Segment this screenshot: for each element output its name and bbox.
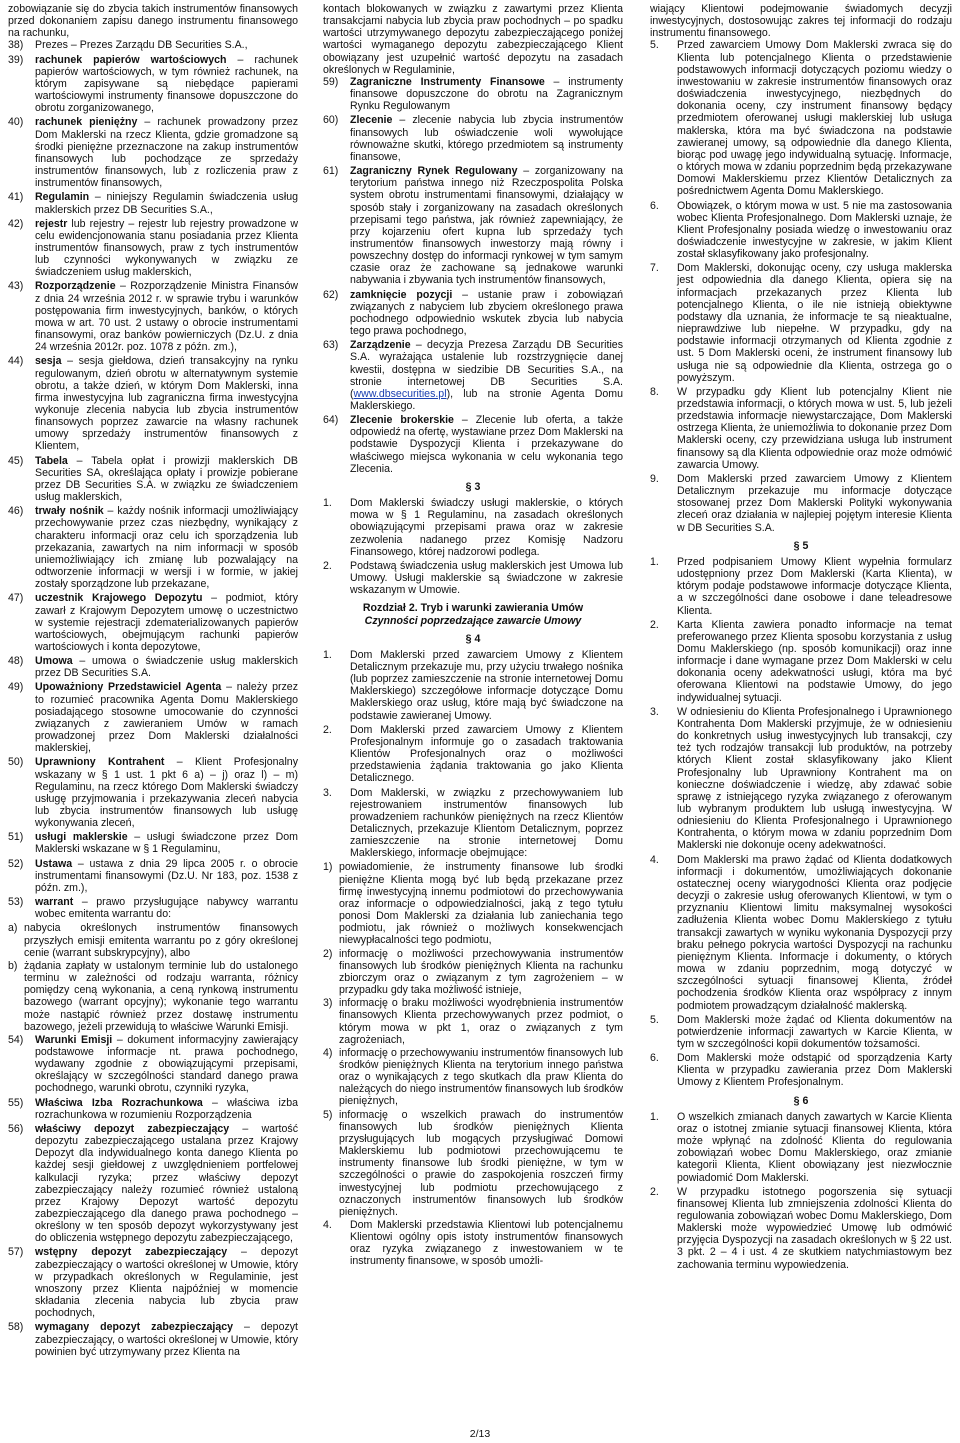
paragraph: kontach blokowanych w związku z zawartymi przez Klienta transakcjami nabycia lub zbycia praw pochodnych – po spadku wartości utrzymywanego depozytu zabezpieczającego poniżej wartości wymaganego depozytu zabezpieczającego Klient obowiązany jest uzupełnić wartość depozytu na zasadach określonych w Regulaminie, (323, 3, 623, 76)
section-heading: § 4 (465, 632, 481, 645)
defined-term: właściwy depozyt zabezpieczający (35, 1122, 230, 1135)
item-text: – instrumenty finansowe dopuszczone do obrotu na Zagranicznym Rynku Regulowanym (350, 75, 623, 113)
item-text: Dom Maklerski ma prawo żądać od Klienta dodatkowych informacji i dokumentów, umożliwiających dokonanie ostatecznej oceny wiarygodności Klienta oraz podjęcie decyzji o zakresie usług oferowanych Klientowi, w tym o przyznaniu Klientowi limitu maksymalnej wysokości zadłużenia Klienta wobec Domu Maklerskiego z tytułu transakcji zawartych w wyniku wykonania Dyspozycji przy braku pełnego pokrycia wartości Dyspozycji na rachunku pieniężnym Klienta. Informacje i dokumenty, o których mowa w zdaniu poprzednim, mogą dotyczyć w szczególności sytuacji finansowej Klienta, źródeł pochodzenia środków Klienta oraz współpracy z innym podmiotem prowadzącym działalność maklerską. (677, 853, 952, 1012)
numbered-item (8, 858, 298, 894)
item-number: 58) (8, 1321, 24, 1334)
item-number: 48) (8, 655, 24, 668)
item-number: 63) (323, 339, 339, 352)
item-number: 2) (323, 947, 333, 960)
numbered-item (8, 831, 298, 855)
item-text: W odniesieniu do Klienta Profesjonalnego i Uprawnionego Kontrahenta Dom Maklerski przyjmuje, że w odniesieniu do konkretnych usług inwestycyjnych lub transakcji, czy też tych rodzajów transakcji lub produktów, na potrzeby których Klient został sklasyfikowany jako Klient Profesjonalny lub Uprawniony Kontrahent ma on konieczne doświadczenie i wiedzę, aby zdawać sobie sprawę z istniejącego ryzyka związanego z oferowanym lub wybranym produktem lub usługą inwestycyjną. W odniesieniu do Klienta Profesjonalnego i Uprawnionego Kontrahenta, o którym mowa w zdaniu poprzednim Dom Maklerski nie dokonuje oceny adekwatności. (677, 705, 952, 852)
item-text: – właściwa izba rozrachunkowa w rozumieniu Rozporządzenia (35, 1096, 298, 1121)
defined-term: Upoważniony Przedstawiciel Agenta (35, 681, 222, 694)
item-number: 1. (650, 555, 659, 568)
website-link[interactable]: www.dbsecurities.pl (353, 387, 447, 400)
item-number: 42) (8, 217, 24, 230)
item-text: – rachunek papierów wartościowych, w tym również rachunek, na którym zapisywane są niebędące papierami wartościowymi instrumenty finansowe dopuszczone do obrotu zorganizowanego, (35, 53, 298, 115)
item-number: 2. (650, 1185, 659, 1198)
numbered-item (323, 724, 623, 785)
item-number: 56) (8, 1122, 24, 1135)
item-number: 44) (8, 355, 24, 368)
item-text: – ustanie praw i zobowiązań związanych z nabyciem lub zbyciem określonego prawa pochodnego odpowiednio wskutek zbycia lub nabycia tego prawa pochodnego, (350, 288, 623, 338)
item-text: Dom Maklerski może odstąpić od sporządzenia Karty Klienta w przypadku zawierania przez Dom Maklerski Umowy z Klientem Profesjonalnym. (677, 1052, 952, 1089)
numbered-item (650, 200, 952, 261)
item-text: Dom Maklerski świadczy usługi maklerskie, o których mowa w § 1 Regulaminu, na zasadach określonych obowiązującymi przepisami prawa oraz w zakresie zezwolenia nadanego przez Komisję Nadzoru Finansowego, której nadzorowi podlega. (350, 497, 623, 558)
item-text: Dom Maklerski przed zawarciem Umowy z Klientem Profesjonalnym informuje go o zasadach traktowania Klientów Profesjonalnych oraz o możliwości przedstawienia żądania traktowania go jako Klienta Detalicznego. (350, 723, 623, 785)
numbered-item (650, 556, 952, 617)
item-number: 47) (8, 592, 24, 605)
item-number: 5. (650, 39, 659, 52)
item-number: 64) (323, 414, 339, 427)
item-text: – podmiot, który zawarł z Krajowym Depozytem umowę o uczestnictwo w systemie rejestracji zdematerializowanych papierów wartościowych, obejmującym rachunki papierów wartościowych i konta depozytowe, (35, 592, 298, 653)
item-number: 43) (8, 280, 24, 293)
item-number: 52) (8, 857, 24, 870)
defined-term: sesja (35, 355, 62, 368)
item-text: – sesja giełdowa, dzień transakcyjny na rynku regulowanym, dzień obrotu w alternatywnym systemie obrotu, a także dzień, w którym Dom Maklerski, inna firma inwestycyjna lub zagraniczna firma inwestycyjna wykonuje zlecenia nabycia lub zbycia instrumentów finansowych poprzez zawarcie na własny rachunek umowy sprzedaży instrumentów finansowych z Klientem, (35, 355, 298, 453)
item-number: 8. (650, 385, 659, 398)
item-number: 45) (8, 454, 24, 467)
sub-item (323, 997, 623, 1046)
defined-term: Tabela (35, 454, 68, 467)
item-text: Karta Klienta zawiera ponadto informacje na temat preferowanego przez Klienta sposobu korzystania z usług Domu Maklerskiego (np. sposób komunikacji) oraz inne informacje i dane wymagane przez Dom Maklerski w celu dokonania oceny adekwatności usługi, która ma być oferowana Klientowi na podstawie Umowy, do jego indywidualnej sytuacji. (677, 618, 952, 704)
item-number: 1) (323, 861, 333, 874)
item-text: – Zlecenie lub oferta, a także odpowiedź na ofertę, wystawiane przez Dom Maklerski na podstawie Dyspozycji Klienta i przekazywane do właściwego miejsca wykonania w celu wykonania tego Zlecenia. (350, 414, 623, 475)
item-text: – prawo przysługujące nabywcy warrantu wobec emitenta warrantu do: (35, 896, 298, 921)
defined-term: Regulamin (35, 191, 90, 204)
defined-term: rejestr (35, 217, 68, 230)
numbered-item (8, 39, 298, 51)
item-number: 1. (650, 1110, 659, 1123)
item-number: 53) (8, 896, 24, 909)
item-text-after: ), lub na stronie Agenta Domu Maklerskiego. (350, 387, 623, 412)
item-text: Przed podpisaniem Umowy Klient wypełnia formularz udostępniony przez Dom Maklerski (Karta Klienta), w którym podaje podstawowe informacje dotyczące Klienta, a w szczególności dane osobowe i dane teleadresowe Klienta. (677, 555, 952, 617)
item-text: – Tabela opłat i prowizji maklerskich DB Securities SA, określająca opłaty i prowizje pobierane przez DB Securities S.A. w związku ze świadczeniem usług maklerskich, (35, 454, 298, 504)
numbered-item (8, 116, 298, 189)
column-right (650, 3, 952, 1273)
numbered-item (323, 1219, 623, 1268)
sub-item (8, 960, 298, 1033)
numbered-item (650, 619, 952, 704)
defined-term: Zagraniczny Rynek Regulowany (350, 165, 518, 178)
item-text: informację o przechowywaniu instrumentów finansowych lub środków pieniężnych Klienta na terytorium innego państwa oraz o wynikających z tego skutkach dla praw Klienta do należących do niego instrumentów finansowych lub środków pieniężnych, (339, 1046, 623, 1108)
item-text: O wszelkich zmianach danych zawartych w Karcie Klienta oraz o istotnej zmianie sytuacji finansowej Klienta, która może wpłynąć na zdolność Klienta do regulowania zobowiązań wobec Domu Maklerskiego, oraz zmianie kategorii Klienta, Klient obowiązany jest niezwłocznie powiadomić Dom Maklerski. (677, 1110, 952, 1184)
numbered-item (323, 339, 623, 412)
numbered-item (650, 1186, 952, 1271)
item-number: 4. (323, 1219, 332, 1231)
numbered-item (650, 39, 952, 197)
numbered-item (8, 218, 298, 279)
numbered-item (323, 649, 623, 722)
item-number: 9. (650, 472, 659, 485)
item-text: nabycia określonych instrumentów finansowych przyszłych emisji emitenta warrantu po z góry określonej cenie (warrant subskrypcyjny), albo (24, 922, 298, 959)
numbered-item (323, 114, 623, 163)
item-text: Dom Maklerski, w związku z przechowywaniem lub rejestrowaniem instrumentów finansowych lub prowadzeniem rachunków pieniężnych na rzecz Klientów Detalicznych, przekazuje Klientom Detalicznym, poprzez zamieszczenie na stronie internetowej Domu Maklerskiego, informacje obejmujące: (350, 786, 623, 860)
item-number: 7. (650, 262, 659, 275)
item-text: – należy przez to rozumieć pracownika Agenta Domu Maklerskiego posiadającego stosowne umocowanie do czynności związanych z zawieraniem Umów w ramach prowadzonej przez Dom Maklerski działalności maklerskiej, (35, 681, 298, 755)
defined-term: Właściwa Izba Rozrachunkowa (35, 1096, 203, 1109)
item-text: Prezes – Prezes Zarządu DB Securities S.A., (35, 39, 248, 52)
item-text: Podstawą świadczenia usług maklerskich jest Umowa lub Umowy. Usługi maklerskie są świadczone w zakresie wskazanym w Umowie. (350, 559, 623, 597)
defined-term: uczestnik Krajowego Depozytu (35, 592, 203, 605)
item-number: 3. (323, 786, 332, 799)
sub-item (323, 948, 623, 997)
section-heading: § 5 (793, 539, 809, 552)
numbered-item (323, 165, 623, 287)
sub-item (323, 861, 623, 946)
paragraph: wiający Klientowi podejmowanie świadomych decyzji inwestycyjnych, dostosowując zakres tej informacji do rodzaju instrumentu finansowego. (650, 3, 952, 40)
item-number: 1. (323, 648, 332, 661)
defined-term: rachunek pieniężny (35, 116, 138, 129)
numbered-item (8, 1097, 298, 1121)
item-number: 2. (323, 559, 332, 572)
item-number: 46) (8, 505, 24, 518)
item-text: W przypadku gdy Klient lub potencjalny Klient nie przedstawia informacji, o których mowa w ust. 5, lub jeżeli przedstawia informacje niewystarczające, Dom Maklerski ostrzega Klienta, że uniemożliwia to dokonanie przez Dom Maklerski oceny, czy przewidziana usługa lub instrument finansowy są dla Klienta odpowiednie oraz może odmówić zawarcia Umowy. (677, 385, 952, 471)
numbered-item (8, 191, 298, 215)
item-text: informację o wszelkich prawach do instrumentów finansowych lub środków pieniężnych Klienta przysługujących lub mogących przysługiwać Domowi Maklerskiemu lub podmiotowi przechowującemu te instrumenty finansowe lub środki pieniężne, w tym w szczególności o prawie do zaspokojenia roszczeń firmy inwestycyjnej lub podmiotu przechowującego z oznaczonych instrumentów finansowych lub środków pieniężnych. (339, 1108, 623, 1218)
item-number: 38) (8, 39, 24, 52)
item-text: informację o braku możliwości wyodrębnienia instrumentów finansowych Klienta przechowywanych przez podmiot, o którym mowa w pkt 1, oraz o związanych z tym zagrożeniach, (339, 997, 623, 1046)
item-number: 3) (323, 997, 333, 1010)
numbered-item (8, 896, 298, 920)
defined-term: Zlecenie (350, 114, 393, 127)
numbered-item (323, 560, 623, 596)
numbered-item (8, 756, 298, 829)
item-text: żądania zapłaty w ustalonym terminie lub do ustalonego terminu w zależności od rodzaju warranta, różnicy pomiędzy ceną wykonania, a ceną rynkową instrumentu bazowego (warrant opcyjny); wykonanie tego warrantu może nastąpić również przez dostawę instrumentu bazowego, jeżeli przewidują to właściwe Warunki Emisji. (24, 959, 298, 1033)
defined-term: warrant (35, 896, 74, 909)
item-number: a) (8, 922, 18, 935)
item-text: – zlecenie nabycia lub zbycia instrumentów finansowych lub oświadczenie woli wywołujące równoważne skutki, którego przedmiotem są instrumenty finansowe, (350, 114, 623, 163)
item-text: Dom Maklerski może żądać od Klienta dokumentów na potwierdzenie informacji zawartych w Karcie Klienta, w tym w szczególności kopii dokumentów tożsamości. (677, 1013, 952, 1050)
item-number: b) (8, 959, 18, 972)
item-text: – każdy nośnik informacji umożliwiający przechowywanie przez czas niezbędny, wynikający z charakteru informacji oraz celu ich sporządzenia lub przekazania, zawartych na nim informacji w sposób uniemożliwiający ich zmianę lub pozwalający na odtworzenie informacji w wersji i w formie, w jakiej zostały sporządzone lub przekazane, (35, 505, 298, 591)
defined-term: Rozporządzenie (35, 280, 116, 293)
defined-term: Zagraniczne Instrumenty Finansowe (350, 75, 545, 88)
numbered-item (650, 706, 952, 852)
numbered-item (8, 505, 298, 590)
item-number: 39) (8, 53, 24, 66)
item-number: 1. (323, 497, 332, 510)
defined-term: Ustawa (35, 857, 73, 870)
item-text: – zorganizowany na terytorium państwa innego niż Rzeczpospolita Polska system obrotu instrumentami finansowymi, działający w sposób stały i zorganizowany na zasadach określonych przepisami tego państwa, jak również zapewniający, że przy kojarzeniu ofert kupna lub sprzedaży tych instrumentów finansowych inwestorzy mają równy i powszechny dostęp do informacji rynkowej w tym samym czasie oraz że zachowane są jednakowe warunki nabywania i zbywania tych instrumentów finansowych, (350, 165, 623, 287)
chapter-title: Rozdział 2. Tryb i warunki zawierania Umów (362, 602, 584, 615)
item-text: Obowiązek, o którym mowa w ust. 5 nie ma zastosowania wobec Klienta Profesjonalnego. Dom Maklerski uznaje, że Klient Profesjonalny posiada wiedzę o inwestowaniu oraz doświadczenie inwestycyjne w zakresie, w jakim Klient został sklasyfikowany jako profesjonalny. (677, 199, 952, 261)
item-number: 40) (8, 116, 24, 129)
numbered-item (650, 1111, 952, 1184)
item-text: – rachunek prowadzony przez Dom Maklerski na rzecz Klienta, gdzie gromadzone są środki pieniężne przeznaczone na zakup instrumentów finansowych lub pochodzące ze sprzedaży instrumentów finansowych, lub z rozliczenia praw z instrumentów finansowych, (35, 116, 298, 190)
defined-term: wymagany depozyt zabezpieczający (35, 1321, 234, 1334)
item-text: – Klient Profesjonalny wskazany w § 1 ust. 1 pkt 6 a) – j) oraz l) – m) Regulaminu, na rzecz którego Dom Maklerski świadczy usługę przyjmowania i przekazywania zleceń nabycia lub zbycia instrumentów finansowych lub usługę wykonywania zleceń, (35, 756, 298, 830)
numbered-item (650, 1052, 952, 1088)
item-text: Dom Maklerski przed zawarciem Umowy z Klientem Detalicznym przekazuje mu informacje dotyczące stosowanej przez Dom Maklerski Polityki wykonywania zleceń oraz działania w najlepiej pojętym interesie Klienta w DB Securities S.A. (677, 472, 952, 534)
item-number: 61) (323, 165, 339, 178)
item-number: 54) (8, 1033, 24, 1046)
item-text: – niniejszy Regulamin świadczenia usług maklerskich przez DB Securities S.A., (35, 191, 298, 216)
item-text: – ustawa z dnia 29 lipca 2005 r. o obrocie instrumentami finansowymi (Dz.U. Nr 183, poz. 1538 z późn. zm.), (35, 857, 298, 894)
item-number: 3. (650, 705, 659, 718)
paragraph: zobowiązanie się do zbycia takich instrumentów finansowych przed dokonaniem zapisu danego instrumentu finansowego na rachunku, (8, 3, 298, 40)
item-text: lub rejestry – rejestr lub rejestry prowadzone w celu ewidencjonowania stanu posiadania przez Klienta instrumentów finansowych, praw z tych instrumentów lub czynności wykonywanych w związku ze świadczeniem usług maklerskich, (35, 217, 298, 279)
item-number: 62) (323, 288, 339, 301)
defined-term: Zarządzenie (350, 339, 411, 352)
item-number: 2. (650, 618, 659, 631)
item-number: 41) (8, 191, 24, 204)
defined-term: rachunek papierów wartościowych (35, 53, 227, 66)
item-number: 60) (323, 114, 339, 127)
item-number: 59) (323, 75, 339, 88)
numbered-item (323, 787, 623, 860)
numbered-item (8, 681, 298, 754)
numbered-item (650, 854, 952, 1012)
item-number: 6. (650, 1052, 659, 1065)
chapter-subtitle: Czynności poprzedzające zawarcie Umowy (364, 614, 582, 627)
defined-term: usługi maklerskie (35, 831, 128, 844)
item-text: Dom Maklerski, dokonując oceny, czy usługa maklerska jest odpowiednia dla danego Klienta, opiera się na informacjach przekazanych przez Klienta lub potencjalnego Klienta, o ile nie istnieją obiektywne podstawy dla uznania, że informacje te są nieaktualne, nieprawdziwe lub niepełne. W przypadku, gdy na podstawie informacji otrzymanych od Klienta zgodnie z ust. 5 Dom Maklerski oceni, że instrument finansowy lub usługa nie są odpowiednie dla Klienta, ostrzega go o powyższym. (677, 262, 952, 384)
sub-item (323, 1109, 623, 1218)
item-text: – dokument informacyjny zawierający podstawowe informacje nt. prawa pochodnego, wydawany zgodnie z obowiązującymi przepisami, określający w szczególności standard danego prawa pochodnego, warunki obrotu, czynniki ryzyka, (35, 1033, 298, 1095)
item-text: Dom Maklerski przed zawarciem Umowy z Klientem Detalicznym przekazuje mu, przy użyciu trwałego nośnika (lub poprzez zamieszczenie na stronie internetowej Domu Maklerskiego) szczegółowe informacje dotyczące Domu Maklerskiego oraz usług, które mają być świadczone na podstawie zawieranej Umowy. (350, 648, 623, 722)
item-number: 6. (650, 199, 659, 212)
numbered-item (8, 592, 298, 653)
item-text: – decyzja Prezesa Zarządu DB Securities S.A. wyrażająca ustalenie lub rozstrzygnięcie danej kwestii, dostępna w siedzibie DB Securities S.A., na stronie internetowej DB Securities S.A. ( (350, 339, 623, 400)
numbered-item (8, 1246, 298, 1319)
column-middle (323, 3, 623, 1270)
defined-term: wstępny depozyt zabezpieczający (35, 1246, 228, 1259)
chapter-heading (323, 602, 623, 626)
numbered-item (650, 473, 952, 534)
sub-item (323, 1047, 623, 1108)
page-number: 2/13 (469, 1428, 491, 1440)
item-text: Dom Maklerski przedstawia Klientowi lub potencjalnemu Klientowi ogólny opis istoty instrumentów finansowych oraz ryzyka związanego z inwestowaniem w te instrumenty finansowe, w sposób umożli- (350, 1219, 623, 1268)
item-number: 5) (323, 1108, 333, 1121)
defined-term: trwały nośnik (35, 505, 104, 518)
item-text: powiadomienie, że instrumenty finansowe lub środki pieniężne Klienta mogą być lub będą przekazane przez firmę inwestycyjną innemu podmiotowi do przechowywania oraz informacje o odpowiedzialności, jaką z tego tytułu ponosi Dom Maklerski za działania lub zaniechania tego podmiotu, jak również o możliwych konsekwencjach niewypłacalności tego podmiotu, (339, 861, 623, 947)
item-number: 49) (8, 681, 24, 694)
column-left (8, 3, 298, 1360)
numbered-item (8, 355, 298, 452)
item-text: – depozyt zabezpieczający o wartości określonej w Umowie, który w przypadkach określonych w Regulaminie, jest wnoszony przez Klienta najpóźniej w momencie składania zlecenia nabycia lub zbycia praw pochodnych, (35, 1246, 298, 1320)
numbered-item (8, 655, 298, 679)
numbered-item (323, 289, 623, 338)
numbered-item (650, 386, 952, 471)
item-text: informację o możliwości przechowywania instrumentów finansowych lub środków pieniężnych Klienta na rachunku zbiorczym oraz o związanym z tym zagrożeniem – w przypadku gdy taka możliwość istnieje, (339, 947, 623, 997)
numbered-item (8, 1123, 298, 1245)
item-text: – wartość depozytu zabezpieczającego ustalana przez Krajowy Depozyt dla indywidualnego konta danego Klienta po każdej sesji giełdowej z uwzględnieniem portfelowej kalkulacji ryzyka; przez właściwy depozyt zabezpieczający należy rozumieć również ustaloną przez Krajowy Depozyt wartość depozytu zabezpieczającego dla danego prawa pochodnego – określony w ten sposób depozyt wykorzystywany jest do obliczenia wstępnego depozytu zabezpieczającego, (35, 1122, 298, 1245)
numbered-item (8, 455, 298, 504)
item-text: – umowa o świadczenie usług maklerskich przez DB Securities S.A. (35, 655, 298, 680)
numbered-item (323, 414, 623, 475)
numbered-item (8, 1321, 298, 1357)
item-number: 57) (8, 1246, 24, 1259)
section-heading: § 6 (793, 1094, 809, 1107)
item-number: 4) (323, 1046, 333, 1059)
defined-term: Warunki Emisji (35, 1033, 113, 1046)
item-number: 4. (650, 853, 659, 866)
item-number: 5. (650, 1013, 659, 1026)
item-text: – usługi świadczone przez Dom Maklerski wskazane w § 1 Regulaminu, (35, 831, 298, 856)
item-number: 55) (8, 1096, 24, 1109)
item-text: – Rozporządzenie Ministra Finansów z dnia 24 września 2012 r. w sprawie trybu i warunków postępowania firm inwestycyjnych, banków, o których mowa w art. 70 ust. 2 ustawy o obrocie instrumentami finansowymi, oraz banków powierniczych (Dz.U. z dnia 24 września 2012r. poz. 1078 z późn. zm.), (35, 280, 298, 354)
numbered-item (323, 497, 623, 558)
item-number: 51) (8, 831, 24, 844)
defined-term: Uprawniony Kontrahent (35, 756, 165, 769)
numbered-item (650, 1014, 952, 1050)
numbered-item (8, 280, 298, 353)
defined-term: Zlecenie brokerskie (350, 414, 454, 427)
defined-term: Umowa (35, 655, 73, 668)
item-number: 2. (323, 723, 332, 736)
numbered-item (8, 54, 298, 115)
item-text: W przypadku istotnego pogorszenia się sytuacji finansowej Klienta lub zmniejszenia zdolności Klienta do regulowania zobowiązań wobec Domu Maklerskiego, Dom Maklerski może wypowiedzieć Umowę lub odmówić przyjęcia Dyspozycji na zasadach określonych w § 22 ust. 3 pkt. 2 – 4 i ust. 4 ze skutkiem natychmiastowym bez zachowania terminu wypowiedzenia. (677, 1185, 952, 1271)
numbered-item (323, 76, 623, 112)
item-number: 50) (8, 756, 24, 769)
sub-item (8, 922, 298, 958)
item-text: Przed zawarciem Umowy Dom Maklerski zwraca się do Klienta lub potencjalnego Klienta o przedstawienie podstawowych informacji dotyczących poziomu wiedzy o inwestowaniu w zakresie instrumentów finansowych oraz doświadczenia inwestycyjnego, niezbędnych do dokonania oceny, czy instrument finansowy będący przedmiotem oferowanej usługi maklerskiej lub usługa maklerska, która ma być świadczona na podstawie zawieranej umowy, są odpowiednie dla danego Klienta, biorąc pod uwagę jego indywidualną sytuację. Informacje, o których mowa w zdaniu poprzednim będą przekazywane Domowi Maklerskiemu przez Klientów Detalicznych za pośrednictwem Agenta Domu Maklerskiego. (677, 39, 952, 198)
numbered-item (650, 262, 952, 384)
section-heading: § 3 (465, 480, 481, 493)
defined-term: zamknięcie pozycji (350, 288, 453, 301)
item-text: – depozyt zabezpieczający, o wartości określonej w Umowie, który powinien być utrzymywany przez Klienta na (35, 1321, 298, 1358)
numbered-item (8, 1034, 298, 1095)
